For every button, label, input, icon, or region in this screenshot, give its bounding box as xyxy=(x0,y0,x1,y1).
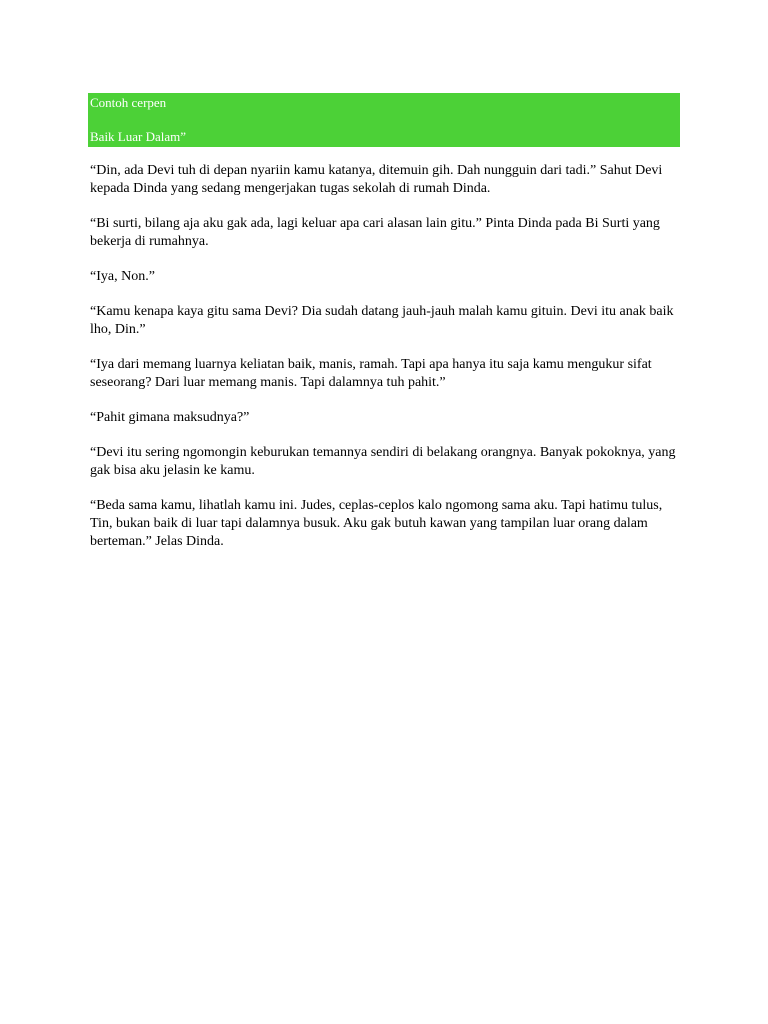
story-paragraph: “Pahit gimana maksudnya?” xyxy=(90,410,250,425)
story-header-block xyxy=(88,93,680,147)
story-label: Contoh cerpen xyxy=(90,95,167,110)
story-paragraph: “Iya, Non.” xyxy=(90,269,155,284)
story-title: Baik Luar Dalam” xyxy=(90,129,187,144)
story-paragraph: “Devi itu sering ngomongin keburukan temannya sendiri di belakang orangnya. Banyak pokoknya, yang gak bisa aku jelasin ke kamu. xyxy=(90,445,676,478)
story-paragraph: “Iya dari memang luarnya keliatan baik, manis, ramah. Tapi apa hanya itu saja kamu mengukur sifat seseorang? Dari luar memang manis. Tapi dalamnya tuh pahit.” xyxy=(90,357,652,390)
story-body xyxy=(90,162,680,568)
story-paragraph: “Kamu kenapa kaya gitu sama Devi? Dia sudah datang jauh-jauh malah kamu gituin. Devi itu anak baik lho, Din.” xyxy=(90,304,674,337)
story-paragraph: “Din, ada Devi tuh di depan nyariin kamu katanya, ditemuin gih. Dah nungguin dari tadi.” Sahut Devi kepada Dinda yang sedang mengerjakan tugas sekolah di rumah Dinda. xyxy=(90,163,663,196)
story-paragraph: “Bi surti, bilang aja aku gak ada, lagi keluar apa cari alasan lain gitu.” Pinta Dinda pada Bi Surti yang bekerja di rumahnya. xyxy=(90,216,660,249)
story-paragraph: “Beda sama kamu, lihatlah kamu ini. Judes, ceplas-ceplos kalo ngomong sama aku. Tapi hatimu tulus, Tin, bukan baik di luar tapi dalamnya busuk. Aku gak butuh kawan yang tampilan luar orang dalam berteman.” Jelas Dinda. xyxy=(90,498,663,549)
